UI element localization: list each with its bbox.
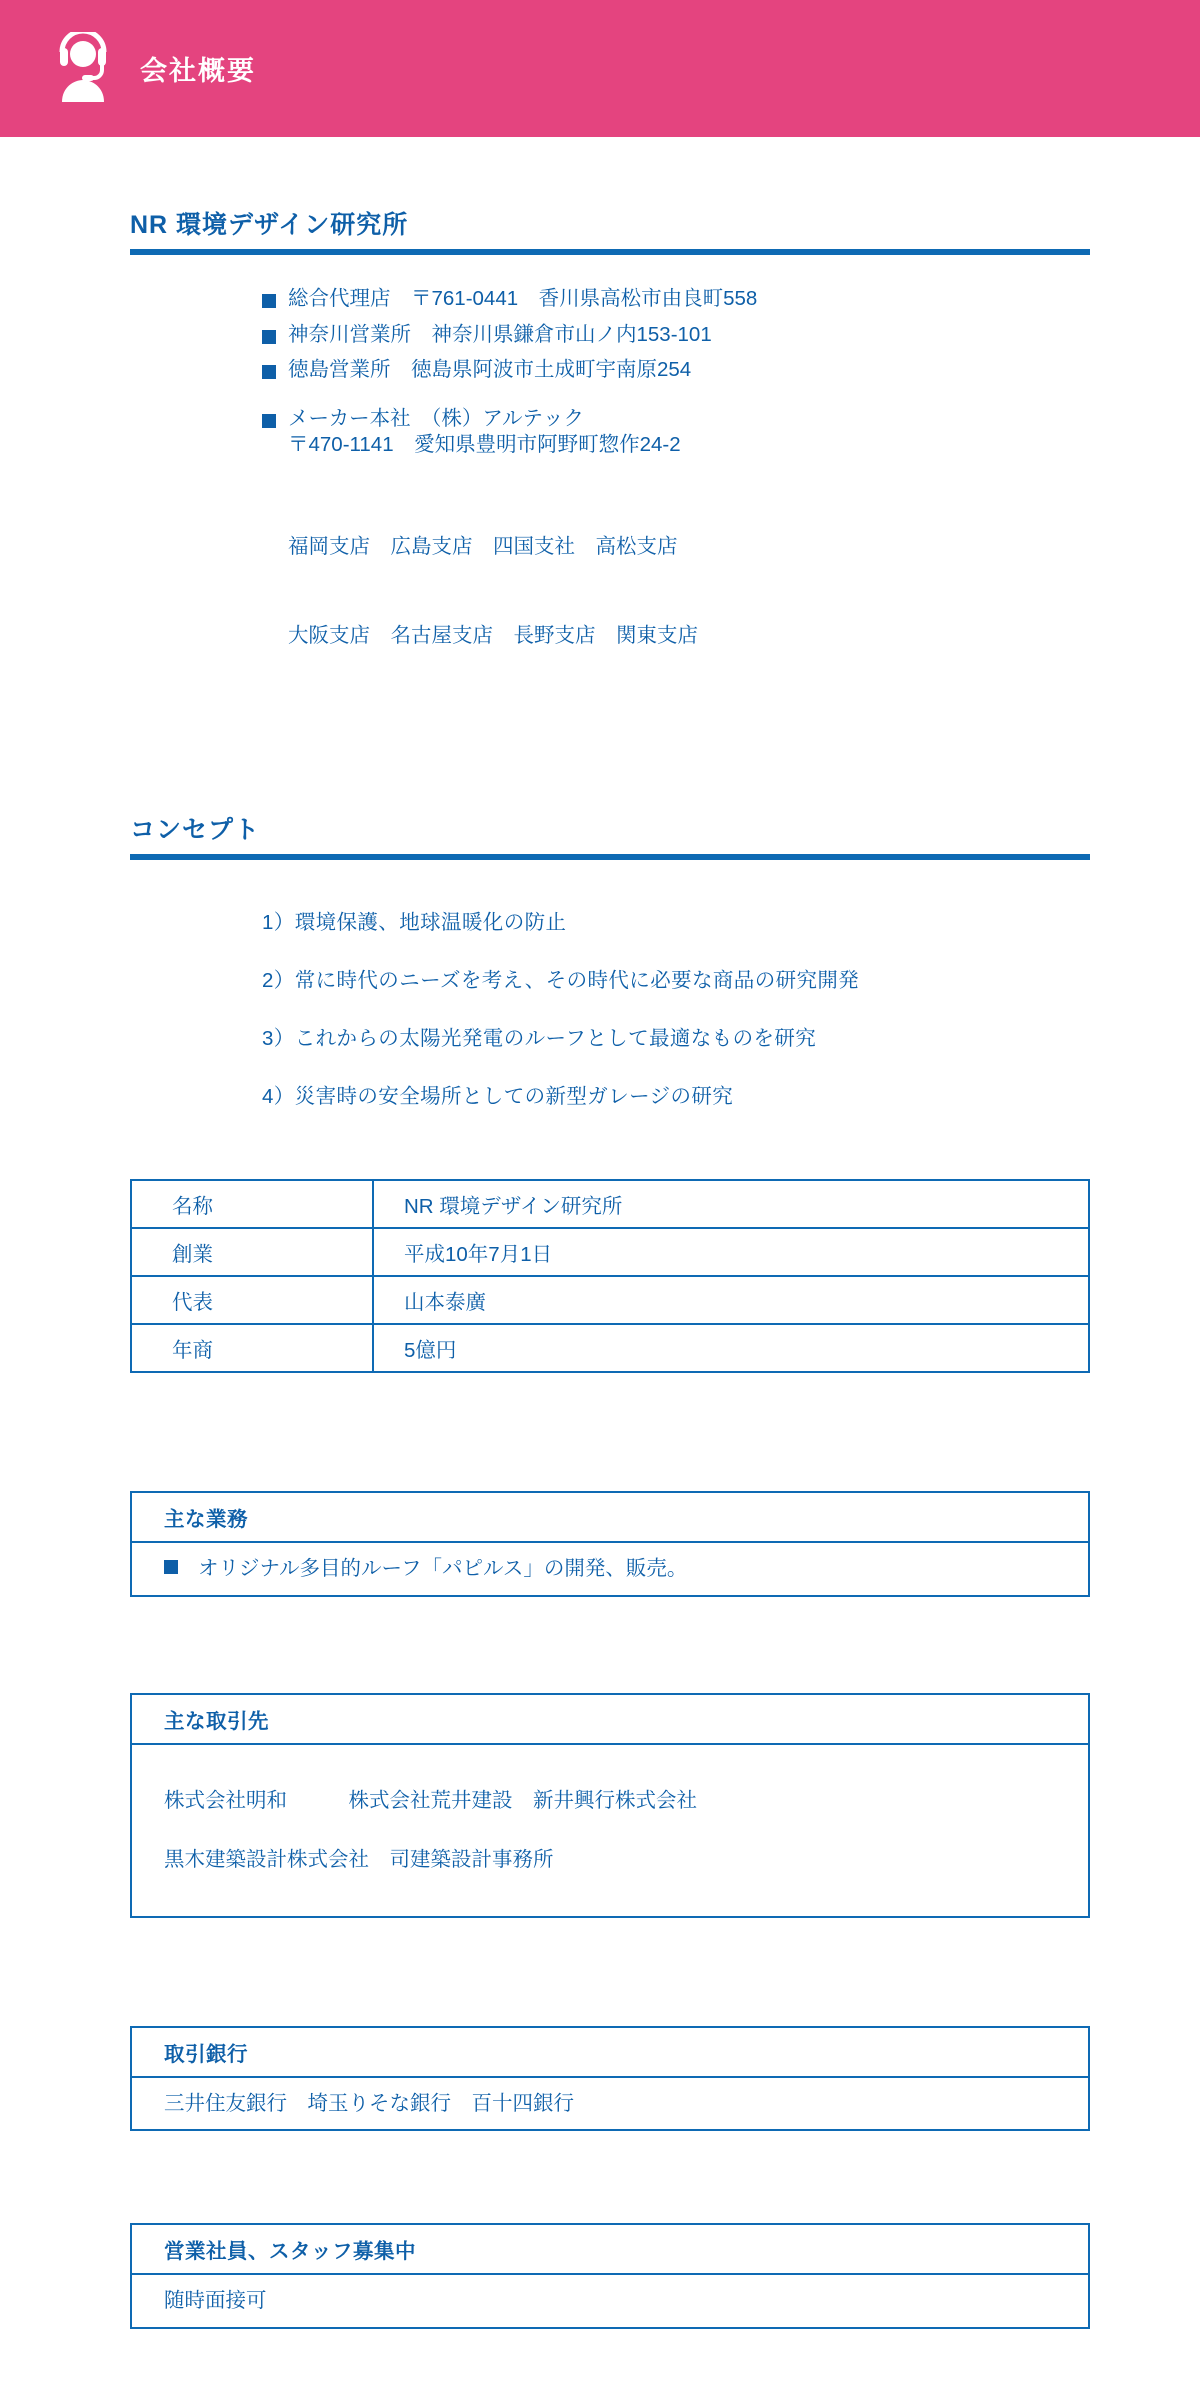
- bullet-square-icon: [164, 1560, 178, 1574]
- main-business-body-wrap: [132, 1543, 1088, 1595]
- address-line: 神奈川営業所 神奈川県鎌倉市山ノ内153-101: [288, 322, 712, 346]
- table-cell-label: 年商: [131, 1324, 373, 1372]
- concept-heading-wrap: [130, 810, 1090, 860]
- bullet-square-icon: [262, 365, 276, 379]
- address-block: [262, 289, 1200, 710]
- recruit-title: 営業社員、スタッフ募集中: [132, 2225, 1088, 2275]
- main-business-box: [130, 1491, 1090, 1597]
- company-heading: NR 環境デザイン研究所: [130, 211, 409, 239]
- table-row: [131, 1276, 1089, 1324]
- main-business-title: 主な業務: [132, 1493, 1088, 1543]
- main-clients-body-wrap: [132, 1745, 1088, 1916]
- recruit-box: [130, 2223, 1090, 2329]
- table-cell-value: 山本泰廣: [373, 1276, 1089, 1324]
- main-clients-line-2: 黒木建築設計株式会社 司建築設計事務所: [164, 1848, 554, 1872]
- banks-title: 取引銀行: [132, 2028, 1088, 2078]
- list-item: 3）これからの太陽光発電のルーフとして最適なものを研究: [262, 1027, 817, 1051]
- main-business-body: オリジナル多目的ルーフ「パピルス」の開発、販売。: [198, 1557, 688, 1581]
- table-row: [131, 1324, 1089, 1372]
- branch-block: [288, 473, 1200, 711]
- table-cell-value: NR 環境デザイン研究所: [373, 1180, 1089, 1228]
- maker-line-1: メーカー本社 （株）アルテック: [288, 406, 585, 430]
- page-title: 会社概要: [140, 56, 256, 86]
- page-header: [0, 0, 1200, 137]
- table-cell-label: 代表: [131, 1276, 373, 1324]
- bullet-square-icon: [262, 414, 276, 428]
- bullet-square-icon: [262, 330, 276, 344]
- bullet-square-icon: [262, 294, 276, 308]
- operator-headset-icon: [52, 32, 114, 106]
- branch-line-1: 福岡支店 広島支店 四国支社 高松支店: [288, 534, 678, 558]
- main-clients-box: [130, 1693, 1090, 1918]
- maker-line-2: 〒470-1141 愛知県豊明市阿野町惣作24-2: [288, 433, 681, 456]
- company-info-table: [130, 1179, 1090, 1373]
- list-item: 4）災害時の安全場所としての新型ガレージの研究: [262, 1085, 734, 1109]
- concept-heading: コンセプト: [130, 816, 261, 845]
- list-item: [262, 360, 1200, 381]
- list-item: [262, 322, 1200, 346]
- table-row: [131, 1180, 1089, 1228]
- table-cell-value: 5億円: [373, 1324, 1089, 1372]
- concept-list: [262, 905, 1200, 1109]
- list-item: [262, 406, 1200, 456]
- table-cell-value: 平成10年7月1日: [373, 1228, 1089, 1276]
- main-clients-line-1: 株式会社明和 株式会社荒井建設 新井興行株式会社: [164, 1788, 697, 1812]
- branch-line-2: 大阪支店 名古屋支店 長野支店 関東支店: [288, 624, 698, 648]
- banks-body: 三井住友銀行 埼玉りそな銀行 百十四銀行: [164, 2091, 574, 2115]
- list-item: 2）常に時代のニーズを考え、その時代に必要な商品の研究開発: [262, 969, 860, 993]
- table-row: [131, 1228, 1089, 1276]
- banks-box: [130, 2026, 1090, 2132]
- recruit-body: 随時面接可: [164, 2289, 267, 2313]
- main-clients-title: 主な取引先: [132, 1695, 1088, 1745]
- table-cell-label: 創業: [131, 1228, 373, 1276]
- address-line: 徳島営業所 徳島県阿波市土成町宇南原254: [288, 358, 692, 381]
- company-heading-wrap: [130, 205, 1090, 255]
- list-item: 1）環境保護、地球温暖化の防止: [262, 911, 567, 935]
- page-content: [0, 205, 1200, 2389]
- address-line: 総合代理店 〒761-0441 香川県高松市由良町558: [288, 287, 758, 310]
- table-cell-label: 名称: [131, 1180, 373, 1228]
- list-item: [262, 289, 1200, 310]
- maker-block: [288, 406, 681, 456]
